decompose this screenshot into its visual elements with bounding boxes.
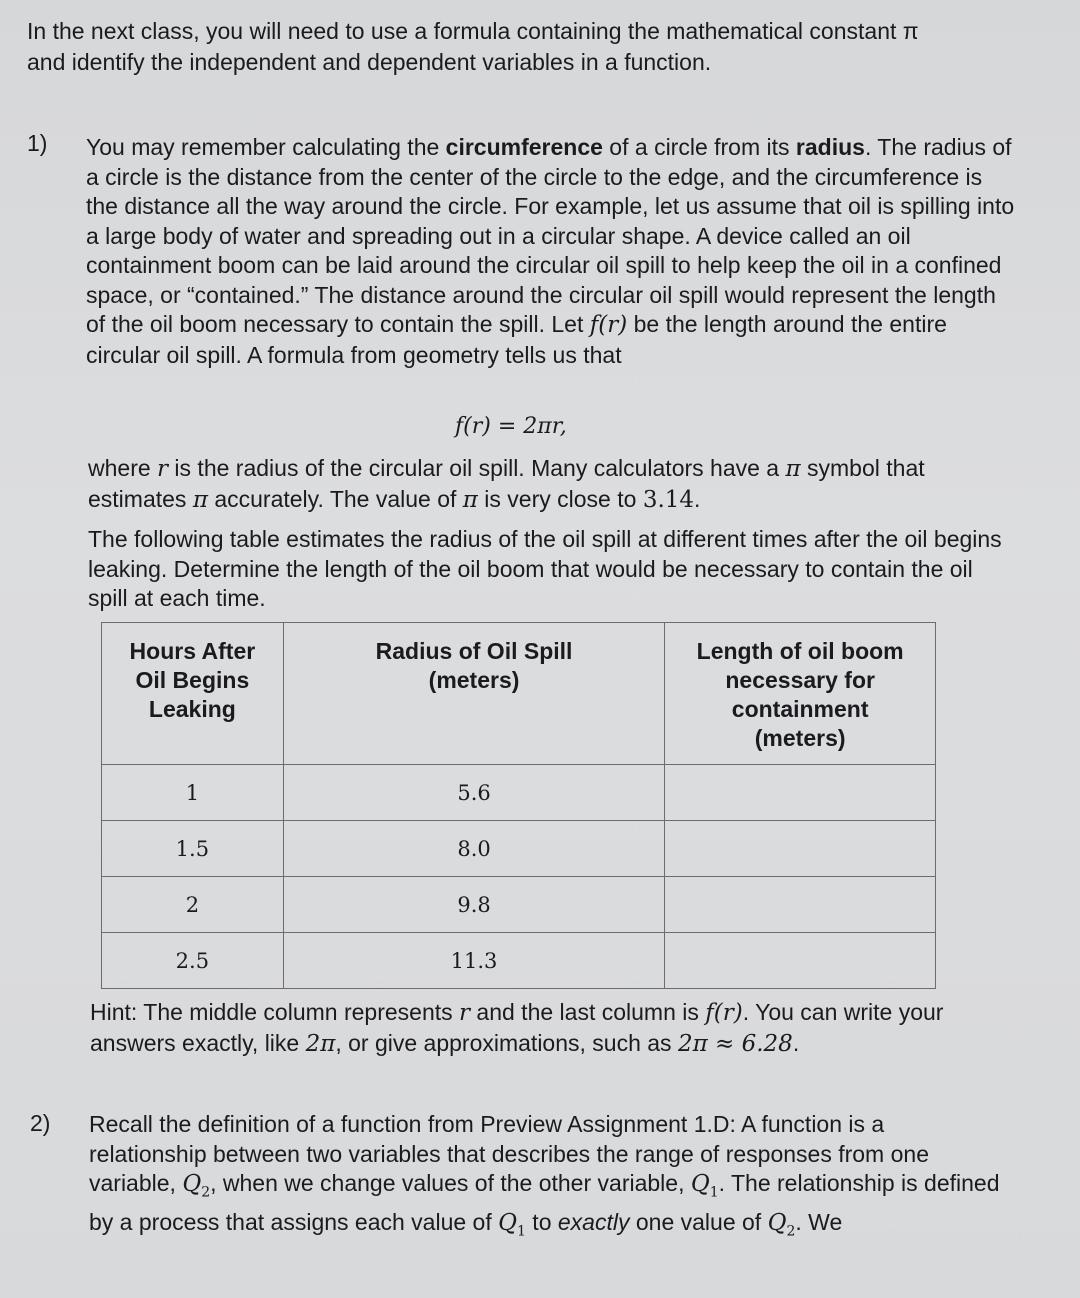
question-2-number: 2) — [30, 1110, 51, 1136]
table-row — [102, 933, 936, 989]
question-1-hint: Hint: The middle column represents r and the last column is f(r). You can write your answers exactly, like 2π, or give approximations, such as 2π ≈ 6.28. — [90, 999, 944, 1057]
question-2-paragraph: Recall the definition of a function from Preview Assignment 1.D: A function is a relationship between two variables that describes the range of responses from one variable, $Q_2$, when we change values of the other variable, $Q_1$. The relationship is defined by a process that assigns each value of $Q_1$ to exactly one value of $Q_2$. We — [89, 1111, 1000, 1240]
table-header-row — [102, 623, 936, 765]
cell-radius: 8.0 — [283, 821, 665, 877]
question-1-paragraph-2: where r is the radius of the circular oil spill. Many calculators have a π symbol that estimates π accurately. The value of π is very close to 3.14. — [88, 455, 925, 513]
emphasis-exactly: exactly — [557, 1209, 630, 1236]
cell-length-answer[interactable] — [665, 821, 936, 877]
cell-radius: 9.8 — [283, 877, 665, 933]
cell-hours: 1 — [102, 765, 284, 821]
question-1-number: 1) — [27, 130, 48, 156]
intro-line-1: In the next class, you will need to use a formula containing the mathematical constant π — [27, 18, 919, 44]
term-circumference: circumference — [445, 134, 603, 160]
cell-length-answer[interactable] — [665, 765, 936, 821]
table-row — [102, 765, 936, 821]
term-radius: radius — [795, 134, 865, 160]
table-row — [102, 821, 936, 877]
cell-radius: 5.6 — [283, 765, 665, 821]
oil-spill-table — [101, 622, 936, 989]
intro-paragraph — [27, 16, 1037, 78]
cell-length-answer[interactable] — [665, 933, 936, 989]
intro-line-2: and identify the independent and dependent variables in a function. — [27, 49, 712, 75]
header-radius: Radius of Oil Spill (meters) — [283, 623, 665, 765]
circumference-formula: f(r) = 2πr, — [455, 414, 567, 439]
question-1-paragraph-1: You may remember calculating the circumference of a circle from its radius. The radius of a circle is the distance from the center of the circle to the edge, and the circumference is the distance all the way around the circle. For example, let us assume that oil is spilling into a large body of water and spreading out in a circular shape. A device called an oil containment boom can be laid around the circular oil spill to help keep the oil in a confined space, or “contained.” The distance around the circular oil spill would represent the length of the oil boom necessary to contain the spill. Let f(r) be the length around the entire circular oil spill. A formula from geometry tells us that — [86, 134, 1015, 368]
cell-hours: 2 — [102, 877, 284, 933]
header-length: Length of oil boom necessary for containment (meters) — [665, 623, 936, 765]
cell-length-answer[interactable] — [665, 877, 936, 933]
header-hours: Hours After Oil Begins Leaking — [102, 623, 284, 765]
cell-radius: 11.3 — [283, 933, 665, 989]
table-row — [102, 877, 936, 933]
cell-hours: 2.5 — [102, 933, 284, 989]
question-1-paragraph-3: The following table estimates the radius of the oil spill at different times after the oil begins leaking. Determine the length of the oil boom that would be necessary to contain the oil spill at each time. — [88, 526, 1002, 611]
cell-hours: 1.5 — [102, 821, 284, 877]
